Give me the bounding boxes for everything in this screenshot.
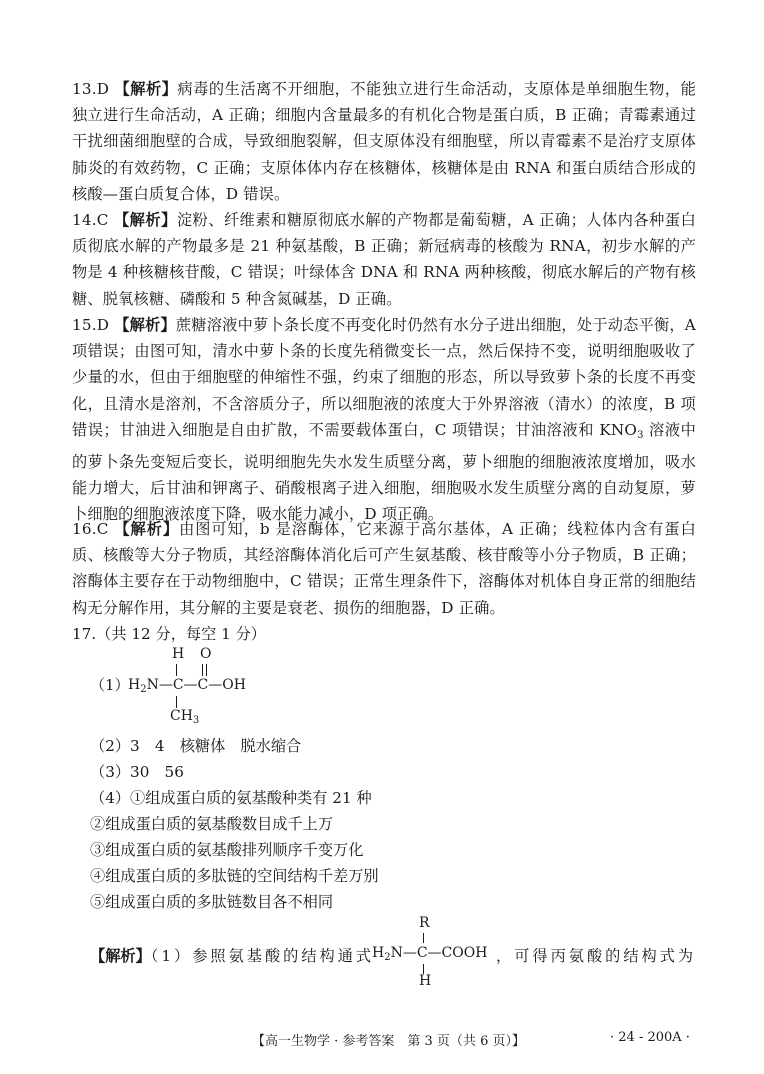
- double-bond-b: [206, 664, 207, 676]
- part-4-item-4: ④组成蛋白质的多肽链的空间结构千差万别: [90, 867, 379, 885]
- question-number: 15.D: [72, 316, 110, 334]
- question-number: 14.C: [72, 211, 109, 229]
- analysis-tag: 【解析】: [113, 211, 177, 229]
- question-number: 16.C: [72, 520, 109, 538]
- part-4-item-2: ②组成蛋白质的氨基酸数目成千上万: [90, 815, 333, 833]
- footer-title: 【高一生物学 · 参考答案 第 3 页（共 6 页）】: [252, 1034, 525, 1049]
- answer-text: 淀粉、纤维素和糖原彻底水解的产物都是葡萄糖，A 正确；人体内各种蛋白质彻底水解的产物最多是 21 种氨基酸，B 正确；新冠病毒的核酸为 RNA，初步水解的产物是 4 种核糖核苷酸，C 错误；叶绿体含 DNA 和 RNA 两种核酸，彻底水解后的产物有核糖、脱氧核糖、磷酸和 5 种含氮碱基，D 正确。: [72, 211, 696, 308]
- question-13: [72, 76, 696, 207]
- question-14: [72, 207, 696, 312]
- footer-code: · 24 - 200A ·: [610, 1030, 690, 1045]
- question-15: [72, 312, 696, 528]
- part-4-item-5: ⑤组成蛋白质的多肽链数目各不相同: [90, 893, 333, 911]
- question-17-header: 17.（共 12 分，每空 1 分）: [72, 625, 266, 643]
- atom-h-top: H: [172, 646, 185, 662]
- chain: $H_2N—C—C—OH$: [128, 677, 246, 695]
- subscript: 3: [637, 429, 644, 441]
- answer-text: 由图可知，b 是溶酶体，它来源于高尔基体，A 正确；线粒体内含有蛋白质、核酸等大分子物质，其经溶酶体消化后可产生氨基酸、核苷酸等小分子物质，B 正确；溶酶体主要存在于动物细胞中，C 错误；正常生理条件下，溶酶体对机体自身正常的细胞结构无分解作用，其分解的主要是衰老、损伤的细胞器，D 正确。: [72, 520, 696, 617]
- part-label: （1）: [90, 676, 130, 694]
- analysis-tag: 【解析】: [114, 520, 180, 538]
- methyl-group: $CH_3$: [170, 708, 200, 726]
- answer-text: 蔗糖溶液中萝卜条长度不再变化时仍然有水分子进出细胞，处于动态平衡，A 项错误；由图可知，清水中萝卜条的长度先稍微变长一点，然后保持不变，说明细胞吸收了少量的水，但由于细胞壁的伸缩性不强，约束了细胞的形态，所以导致萝卜条的长度不再变化，且清水是溶剂，不含溶质分子，所以细胞液的浓度大于外界溶液（清水）的浓度，B 项错误；甘油进入细胞是自由扩散，不需要载体蛋白，C 项错误；甘油溶液和 KNO: [72, 316, 696, 439]
- question-number: 13.D: [72, 80, 110, 98]
- part-3: （3）30 56: [90, 763, 184, 781]
- part-4-item-3: ③组成蛋白质的氨基酸排列顺序千变万化: [90, 841, 364, 859]
- analysis-tag: 【解析】: [114, 80, 178, 98]
- double-bond-a: [202, 664, 203, 676]
- atom-h-bottom: H: [419, 973, 432, 989]
- answer-text-cont: 溶液中的萝卜条先变短后变长，说明细胞先失水发生质壁分离，萝卜细胞的细胞液浓度增加，吸水能力增大，后甘油和钾离子、硝酸根离子进入细胞，细胞吸水发生质壁分离的自动复原，萝卜细胞的细胞液浓度下降，吸水能力减小，D 项正确。: [72, 420, 696, 524]
- analysis-tag: 【解析】: [114, 316, 176, 334]
- analysis-line: [90, 943, 374, 969]
- analysis-tag: 【解析】: [90, 947, 151, 965]
- bond: [423, 933, 424, 943]
- question-16: [72, 516, 696, 621]
- bond: [176, 664, 177, 676]
- answer-text: 病毒的生活离不开细胞，不能独立进行生命活动，支原体是单细胞生物，能独立进行生命活动，A 正确；细胞内含量最多的有机化合物是蛋白质，B 正确；青霉素通过干扰细菌细胞壁的合成，导致细胞裂解，但支原体没有细胞壁，所以青霉素不是治疗支原体肺炎的有效药物，C 正确；支原体体内存在核糖体，核糖体是由 RNA 和蛋白质结合形成的核酸—蛋白质复合体，D 错误。: [72, 80, 696, 203]
- alanine-structure: [90, 646, 350, 726]
- bond: [176, 696, 177, 708]
- r-group: R: [419, 915, 430, 931]
- part-4-item-1: （4）①组成蛋白质的氨基酸种类有 21 种: [90, 789, 372, 807]
- analysis-text-before: （1）参照氨基酸的结构通式: [150, 947, 375, 965]
- atom-o-top: O: [200, 646, 212, 662]
- amino-acid-general-structure: [372, 915, 502, 993]
- part-2: （2）3 4 核糖体 脱水缩合: [90, 737, 302, 755]
- analysis-text-after: ，可得丙氨酸的结构式为: [496, 947, 697, 965]
- chain: $H_2N—C—COOH$: [372, 945, 488, 963]
